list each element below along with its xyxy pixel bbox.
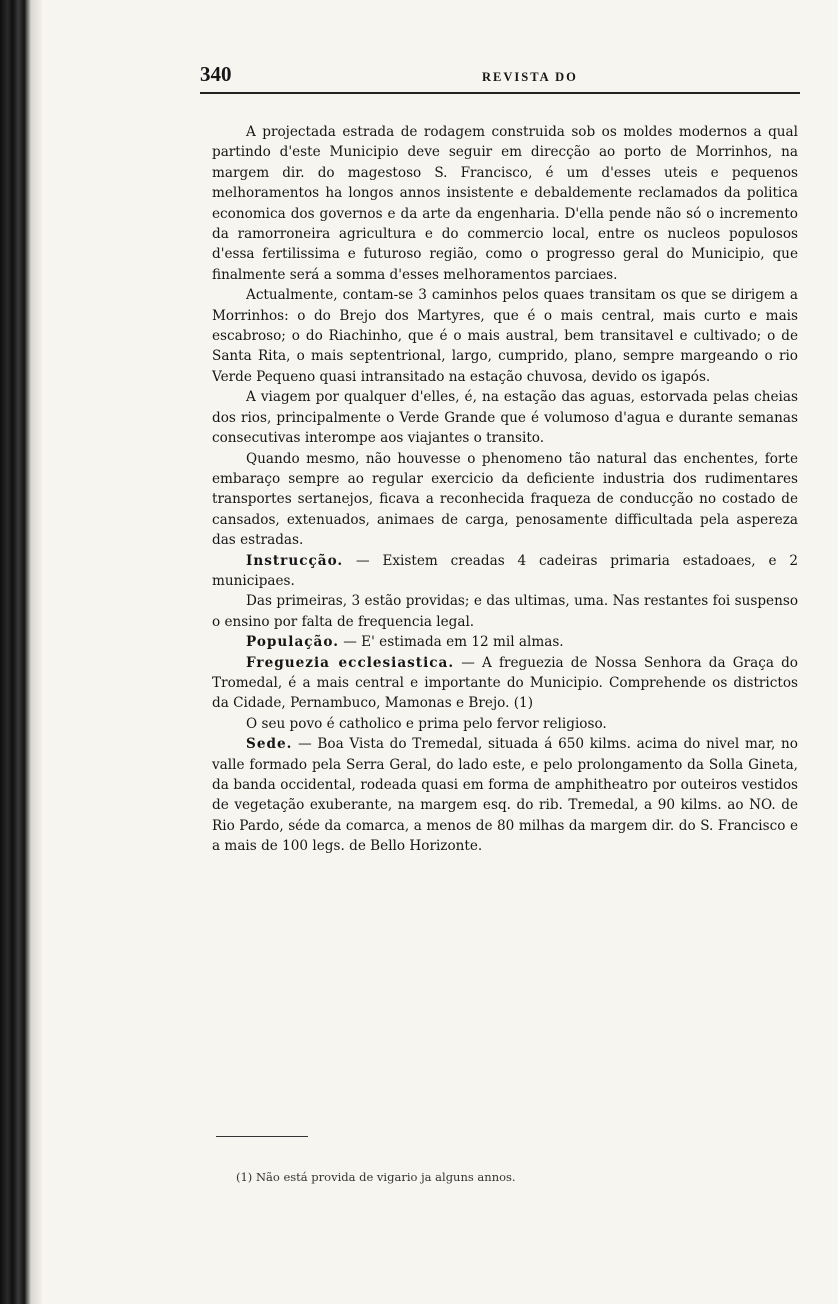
paragraph (212, 122, 798, 285)
paragraph (212, 632, 798, 652)
paragraph-text: Actualmente, contam-se 3 caminhos pelos quaes transitam os que se dirigem a Morrinhos: o do Brejo dos Martyres, que é o mais central, mais curto e mais escabroso; o do Riachinho, que é o mais austral, bem transitavel e cultivado; o de Santa Rita, o mais septentrional, largo, cumprido, plano, sempre margeando o rio Verde Pequeno quasi intransitado na estação chuvosa, devido os igapós. (212, 287, 798, 385)
paragraph-text: — Boa Vista do Tremedal, situada á 650 kilms. acima do nivel mar, no valle formado pela Serra Geral, do lado este, e pelo prolongamento da Solla Gineta, da banda occidental, rodeada quasi em forma de amphitheatro por outeiros vestidos de vegetação exuberante, na margem esq. do rib. Tremedal, a 90 kilms. ao NO. de Rio Pardo, séde da comarca, a menos de 80 milhas da margem dir. do S. Francisco e a mais de 100 legs. de Bello Horizonte. (212, 736, 798, 855)
page-number: 340 (200, 62, 232, 86)
section-heading-populacao: População. (246, 634, 339, 651)
paragraph-text: Das primeiras, 3 estão providas; e das ultimas, uma. Nas restantes foi suspenso o ensino por falta de frequencia legal. (212, 593, 798, 630)
paragraph-text: — Existem creadas 4 cadeiras primaria estadoaes, e 2 municipaes. (212, 552, 798, 589)
paragraph-text: Quando mesmo, não houvesse o phenomeno tão natural das enchentes, forte embaraço sempre ao regular exercicio da deficiente industria dos rudimentares transportes sertanejos, ficava a reconhecida fraqueza de conducção no costado de cansados, extenuados, animaes de carga, penosamente difficultada pela aspereza das estradas. (212, 450, 798, 549)
page-header (200, 58, 800, 94)
paragraph (212, 714, 798, 734)
footnote-divider (216, 1136, 308, 1137)
body-text (212, 122, 798, 857)
paragraph-text: A viagem por qualquer d'elles, é, na estação das aguas, estorvada pelas cheias dos rios, principalmente o Verde Grande que é volumoso d'agua e durante semanas consecutivas interompe aos viajantes o transito. (212, 389, 798, 447)
paragraph (212, 285, 798, 387)
paragraph-text: — A freguezia de Nossa Senhora da Graça do Tromedal, é a mais central e importante do Municipio. Comprehende os districtos da Cidade, Pernambuco, Mamonas e Brejo. (1) (212, 654, 798, 712)
running-title: REVISTA DO (482, 70, 578, 84)
section-heading-freguezia: Freguezia ecclesiastica. (246, 654, 455, 671)
paragraph (212, 449, 798, 551)
paragraph (212, 734, 798, 856)
paragraph (212, 591, 798, 632)
paragraph (212, 551, 798, 592)
paragraph (212, 653, 798, 714)
footnote: (1) Não está provida de vigario ja alguns annos. (236, 1170, 516, 1184)
book-spine-shadow (0, 0, 42, 1304)
book-page (200, 58, 800, 1258)
paragraph-text: — E' estimada em 12 mil almas. (338, 634, 564, 651)
section-heading-instrucao: Instrucção. (246, 552, 344, 569)
paragraph-text: A projectada estrada de rodagem construida sob os moldes modernos a qual partindo d'este Municipio deve seguir em direcção ao porto de Morrinhos, na margem dir. do magestoso S. Francisco, é um d'esses uteis e pequenos melhoramentos ha longos annos insistente e debaldemente reclamados da politica economica dos governos e da arte da engenharia. D'ella pende não só o incremento da ramorroneira agricultura e do commercio local, entre os nucleos populosos d'essa fertilissima e futuroso região, como o progresso geral do Municipio, que finalmente será a somma d'esses melhoramentos parciaes. (212, 124, 798, 283)
paragraph (212, 387, 798, 448)
section-heading-sede: Sede. (246, 736, 293, 753)
paragraph-text: O seu povo é catholico e prima pelo fervor religioso. (246, 715, 607, 732)
